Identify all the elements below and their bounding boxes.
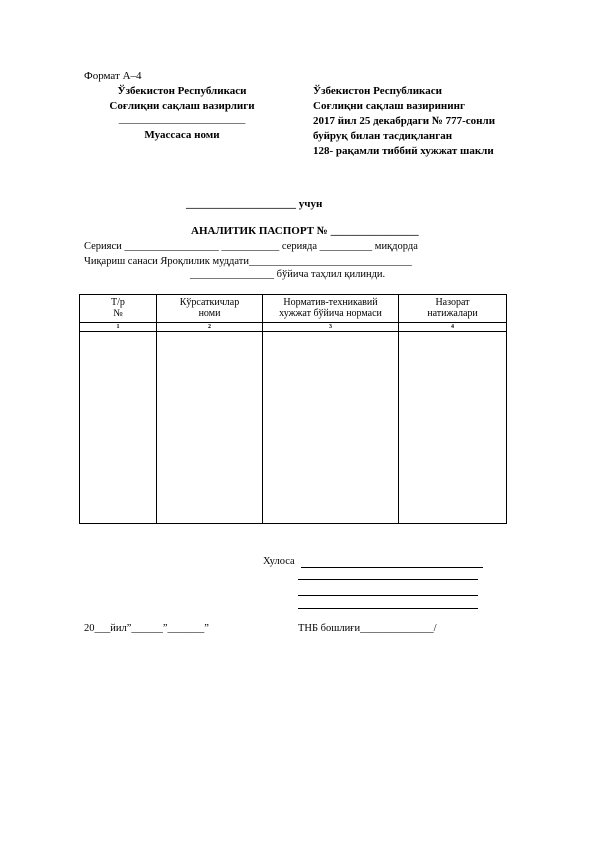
- conclusion-label: Хулоса: [263, 556, 295, 567]
- column-number-1: 1: [80, 323, 157, 332]
- table-header-row: [80, 295, 507, 323]
- document-title: АНАЛИТИК ПАСПОРТ № ________________: [191, 225, 419, 237]
- right-header-line5: 128- рақамли тиббий хужжат шакли: [313, 145, 494, 157]
- table-number-row: [80, 323, 507, 332]
- header-results: Назорат натижалари: [399, 295, 507, 323]
- table-body-row: [80, 332, 507, 524]
- analysis-table: [79, 294, 507, 524]
- conclusion-line-4[interactable]: [298, 608, 478, 609]
- table-cell[interactable]: [157, 332, 263, 524]
- column-number-4: 4: [399, 323, 507, 332]
- analyzed-line: ________________ бўйича таҳлил қилинди.: [190, 269, 386, 280]
- column-number-2: 2: [157, 323, 263, 332]
- left-header-line1: Ўзбекистон Республикаси: [117, 85, 247, 97]
- header-norm: Норматив-техникавий хужжат бўйича нормаси: [263, 295, 399, 323]
- format-label: Формат А–4: [84, 70, 142, 82]
- right-header-line2: Соғлиқни сақлаш вазирининг: [313, 100, 465, 112]
- conclusion-line-2[interactable]: [298, 579, 478, 580]
- date-line: 20___йил”______”_______”: [84, 623, 209, 634]
- conclusion-line-1[interactable]: [301, 567, 483, 568]
- conclusion-line-3[interactable]: [298, 595, 478, 596]
- series-line: Серияси __________________ ___________ серияда __________ миқдорда: [84, 241, 418, 252]
- institution-name-label: Муассаса номи: [144, 129, 220, 141]
- column-number-3: 3: [263, 323, 399, 332]
- head-signature-line: ТНБ бошлиғи______________/: [298, 623, 437, 634]
- for-line: ____________________ учун: [186, 198, 323, 210]
- table-cell[interactable]: [80, 332, 157, 524]
- right-header-line3: 2017 йил 25 декабрдаги № 777-сонли: [313, 115, 496, 127]
- left-header-blank: _______________________: [118, 113, 246, 125]
- left-header-line2: Соғлиқни сақлаш вазирлиги: [109, 100, 255, 112]
- right-header-line1: Ўзбекистон Республикаси: [313, 85, 442, 97]
- table-cell[interactable]: [399, 332, 507, 524]
- header-indicator-name: Кўрсаткичлар номи: [157, 295, 263, 323]
- header-number: Т/р №: [80, 295, 157, 323]
- right-header-line4: буйруқ билан тасдиқланган: [313, 130, 453, 142]
- dates-line: Чиқариш санаси Яроқлилик муддати_______________________________: [84, 256, 412, 267]
- table-cell[interactable]: [263, 332, 399, 524]
